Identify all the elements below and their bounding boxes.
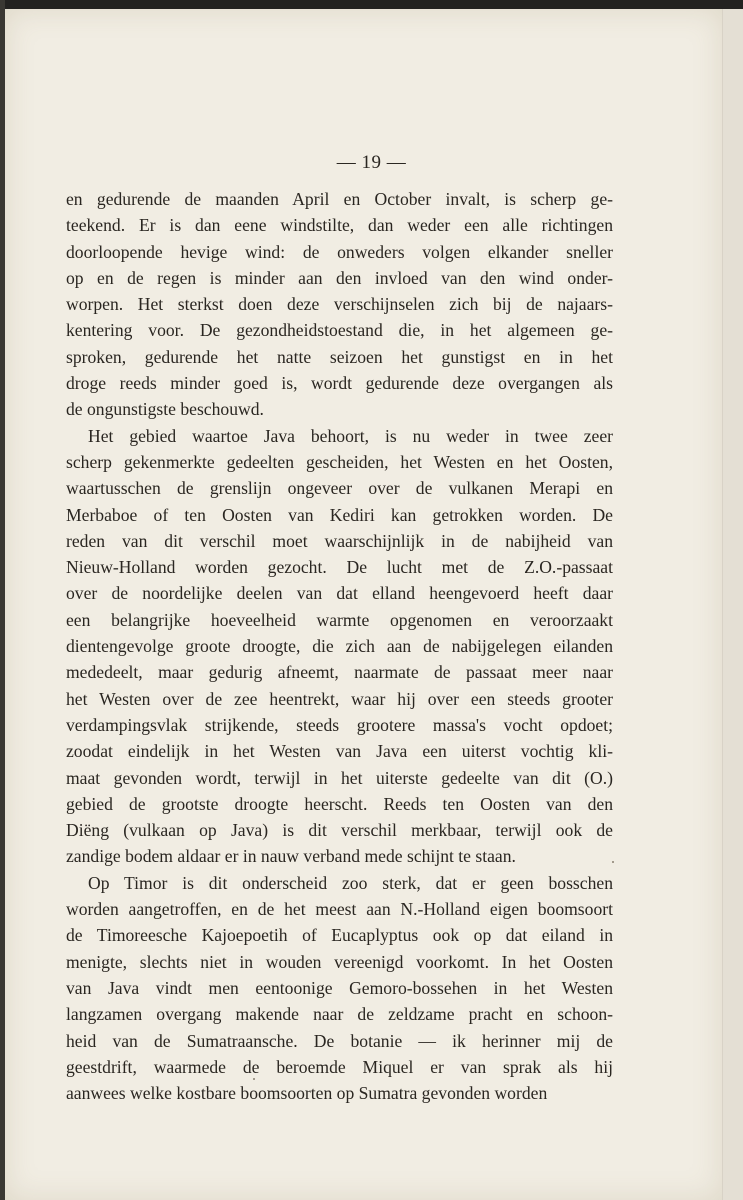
text-line: heid van de Sumatraansche. De botanie — ik herinner mij de [66, 1030, 613, 1051]
text-line: geestdrift, waarmede de beroemde Miquel er van sprak als hij [66, 1056, 613, 1077]
text-line: doorloopende hevige wind: de onweders volgen elkander sneller [66, 241, 613, 262]
text-line: Nieuw-Holland worden gezocht. De lucht met de Z.O.-passaat [66, 557, 613, 578]
scan-top-edge [0, 0, 743, 9]
text-line: het Westen over de zee heentrekt, waar hij over een steeds grooter [66, 688, 613, 709]
text-line: Diëng (vulkaan op Java) is dit verschil merkbaar, terwijl ook de [66, 820, 613, 841]
paragraph [66, 186, 613, 423]
text-line: de Timoreesche Kajoepoetih of Eucaplyptus ook op dat eiland in [66, 925, 613, 946]
text-line: dientengevolge groote droogte, die zich aan de nabijgelegen eilanden [66, 636, 613, 657]
paragraph [66, 423, 613, 870]
text-line: over de noordelijke deelen van dat elland heengevoerd heeft daar [66, 583, 613, 604]
text-line: zandige bodem aldaar er in nauw verband mede schijnt te staan. [66, 846, 516, 867]
page-number: — 19 — [336, 152, 407, 173]
text-line: Het gebied waartoe Java behoort, is nu weder in twee zeer [88, 425, 613, 446]
text-line: de ongunstigste beschouwd. [66, 399, 264, 420]
scan-right-margin [722, 9, 743, 1200]
ink-speck [612, 861, 614, 863]
text-line: zoodat eindelijk in het Westen van Java een uiterst vochtig kli- [66, 741, 613, 762]
text-line: maat gevonden wordt, terwijl in het uiterste gedeelte van dit (O.) [66, 767, 613, 788]
text-line: teekend. Er is dan eene windstilte, dan weder een alle richtingen [66, 215, 613, 236]
text-line: worden aangetroffen, en de het meest aan N.-Holland eigen boomsoort [66, 899, 613, 920]
paragraph [66, 870, 613, 1107]
text-line: en gedurende de maanden April en October invalt, is scherp ge- [66, 189, 613, 209]
text-line: een belangrijke hoeveelheid warmte opgenomen en veroorzaakt [66, 609, 613, 630]
text-line: menigte, slechts niet in wouden vereenigd voorkomt. In het Oosten [66, 951, 613, 972]
text-line: reden van dit verschil moet waarschijnlijk in de nabijheid van [66, 530, 613, 551]
text-line: worpen. Het sterkst doen deze verschijnselen zich bij de najaars- [66, 294, 613, 315]
body-text [66, 186, 613, 1106]
text-line: verdampingsvlak strijkende, steeds grootere massa's vocht opdoet; [66, 714, 613, 735]
text-line: scherp gekenmerkte gedeelten gescheiden, het Westen en het Oosten, [66, 451, 613, 472]
ink-speck [253, 1078, 255, 1080]
text-line: droge reeds minder goed is, wordt gedurende deze overgangen als [66, 373, 613, 394]
text-line: op en de regen is minder aan den invloed van den wind onder- [66, 267, 613, 288]
text-line: mededeelt, maar gedurig afneemt, naarmate de passaat meer naar [66, 662, 613, 683]
text-line: gebied de grootste droogte heerscht. Reeds ten Oosten van den [66, 793, 613, 814]
text-line: Op Timor is dit onderscheid zoo sterk, dat er geen bosschen [88, 872, 613, 893]
text-line: aanwees welke kostbare boomsoorten op Sumatra gevonden worden [66, 1083, 548, 1104]
text-line: waartusschen de grenslijn ongeveer over de vulkanen Merapi en [66, 478, 613, 499]
text-line: sproken, gedurende het natte seizoen het gunstigst en in het [66, 346, 613, 367]
text-line: langzamen overgang makende naar de zeldzame pracht en schoon- [66, 1004, 613, 1025]
text-line: Merbaboe of ten Oosten van Kediri kan getrokken worden. De [66, 504, 613, 525]
text-line: van Java vindt men eentoonige Gemoro-bossehen in het Westen [66, 977, 613, 998]
text-line: kentering voor. De gezondheidstoestand die, in het algemeen ge- [66, 320, 613, 341]
